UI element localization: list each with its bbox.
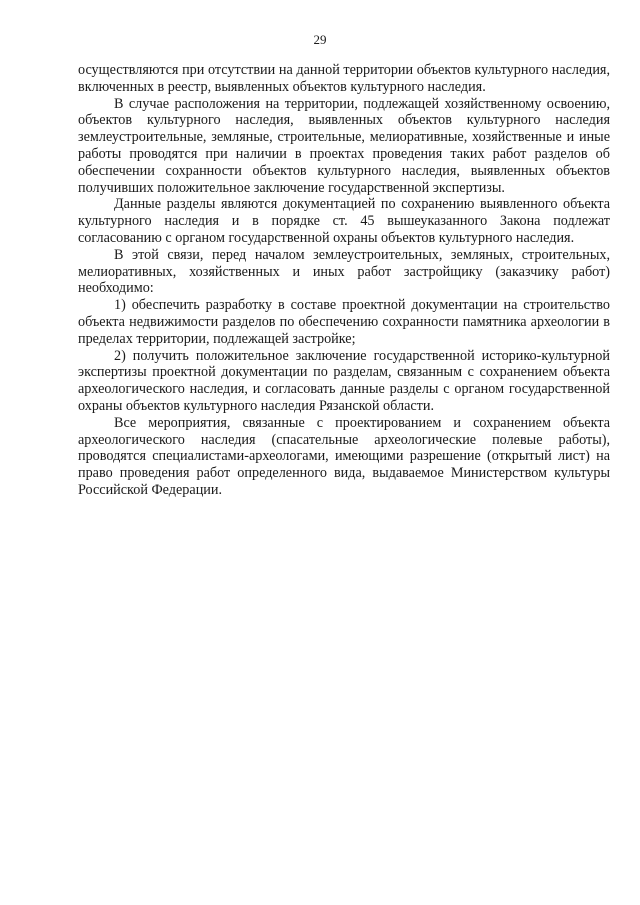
paragraph-developer-requirements: В этой связи, перед началом землеустроительных, земляных, строительных, мелиоративных, хозяйственных и иных работ застройщику (заказчику работ) необходимо:	[78, 246, 610, 297]
paragraph-archaeologists: Все мероприятия, связанные с проектированием и сохранением объекта археологического наследия (спасательные археологические полевые работы), проводятся специалистами-археологами, имеющими разрешение (открытый лист) на право проведения работ определенного вида, выдаваемое Министерством культуры Российской Федерации.	[78, 414, 610, 498]
list-item-1: 1) обеспечить разработку в составе проектной документации на строительство объекта недвижимости разделов по обеспечению сохранности памятника археологии в пределах территории, подлежащей застройке;	[78, 297, 610, 347]
paragraph-territory-development: В случае расположения на территории, подлежащей хозяйственному освоению, объектов культурного наследия, выявленных объектов культурного наследия землеустроительные, земляные, строительные, мелиоративные, хозяйственные и иные работы проводятся при наличии в проектах проведения таких работ разделов об обеспечении сохранности объектов культурного наследия, выявленных объектов получивших положительное заключение государственной экспертизы.	[78, 95, 610, 196]
list-item-2: 2) получить положительное заключение государственной историко-культурной экспертизы проектной документации по разделам, связанным с сохранением объекта археологического наследия, и согласовать данные разделы с органом государственной охраны объектов культурного наследия Рязанской области.	[78, 347, 610, 414]
paragraph-continuation: осуществляются при отсутствии на данной территории объектов культурного наследия, включенных в реестр, выявленных объектов культурного наследия.	[78, 62, 610, 95]
page-number: 29	[313, 32, 327, 47]
paragraph-documentation-sections: Данные разделы являются документацией по сохранению выявленного объекта культурного наследия и в порядке ст. 45 вышеуказанного Закона подлежат согласованию с органом государственной охраны объектов культурного наследия.	[78, 196, 610, 246]
document-body	[78, 62, 610, 499]
